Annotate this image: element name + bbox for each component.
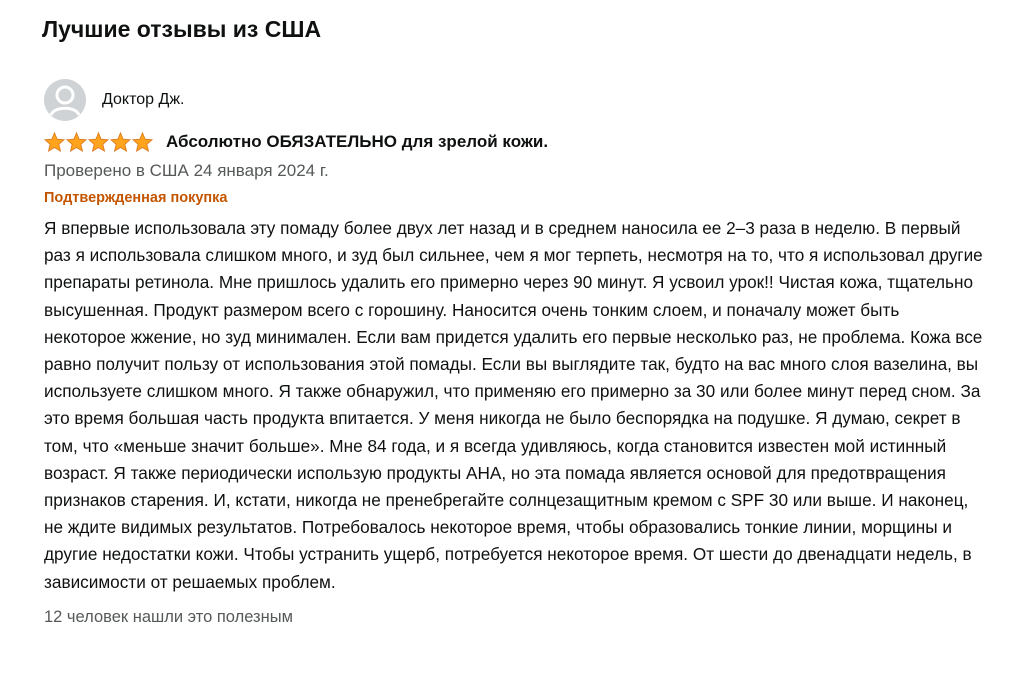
helpful-count: 12 человек нашли это полезным [44, 607, 293, 626]
star-icon [88, 132, 109, 152]
review-date: Проверено в США 24 января 2024 г. [44, 161, 329, 180]
review-card [44, 78, 984, 627]
avatar-icon [44, 79, 86, 121]
verified-purchase-badge: Подтвержденная покупка [44, 190, 228, 206]
rating-row [44, 129, 984, 155]
section-title: Лучшие отзывы из США [42, 16, 322, 42]
reviewer-profile[interactable] [44, 78, 984, 122]
review-body: Я впервые использовала эту помаду более двух лет назад и в среднем наносила ее 2–3 раза в неделю. В первый раз я использовала слишком много, и зуд был сильнее, чем я мог терпеть, несмотря на то, что я использовал другие препараты ретинола. Мне пришлось удалить его примерно через 90 минут. Я усвоил урок!! Чистая кожа, тщательно высушенная. Продукт размером всего с горошину. Наносится очень тонким слоем, и поначалу может быть некоторое жжение, но зуд минимален. Если вам придется удалить его первые несколько раз, не проблема. Кожа все равно получит пользу от использования этой помады. Если вы выглядите так, будто на вас много слоя вазелина, вы используете слишком много. Я также обнаружил, что применяю его примерно за 30 или более минут перед сном. За это время большая часть продукта впитается. У меня никогда не было беспорядка на подушке. Я думаю, секрет в том, что «меньше значит больше». Мне 84 года, и я всегда удивляюсь, когда становится известен мой истинный возраст. Я также периодически использую продукты AHA, но эта помада является основой для предотвращения признаков старения. И, кстати, никогда не пренебрегайте солнцезащитным кремом с SPF 30 или выше. И наконец, не ждите видимых результатов. Потребовалось некоторое время, чтобы образовались тонкие линии, морщины и другие недостатки кожи. Чтобы устранить ущерб, потребуется некоторое время. От шести до двенадцати недель, в зависимости от решаемых проблем. [44, 218, 983, 592]
star-rating[interactable] [44, 132, 153, 152]
star-icon [66, 132, 87, 152]
star-icon [44, 132, 65, 152]
reviewer-name[interactable]: Доктор Дж. [102, 91, 185, 108]
star-icon [132, 132, 153, 152]
star-icon [110, 132, 131, 152]
review-title[interactable]: Абсолютно ОБЯЗАТЕЛЬНО для зрелой кожи. [166, 132, 549, 151]
